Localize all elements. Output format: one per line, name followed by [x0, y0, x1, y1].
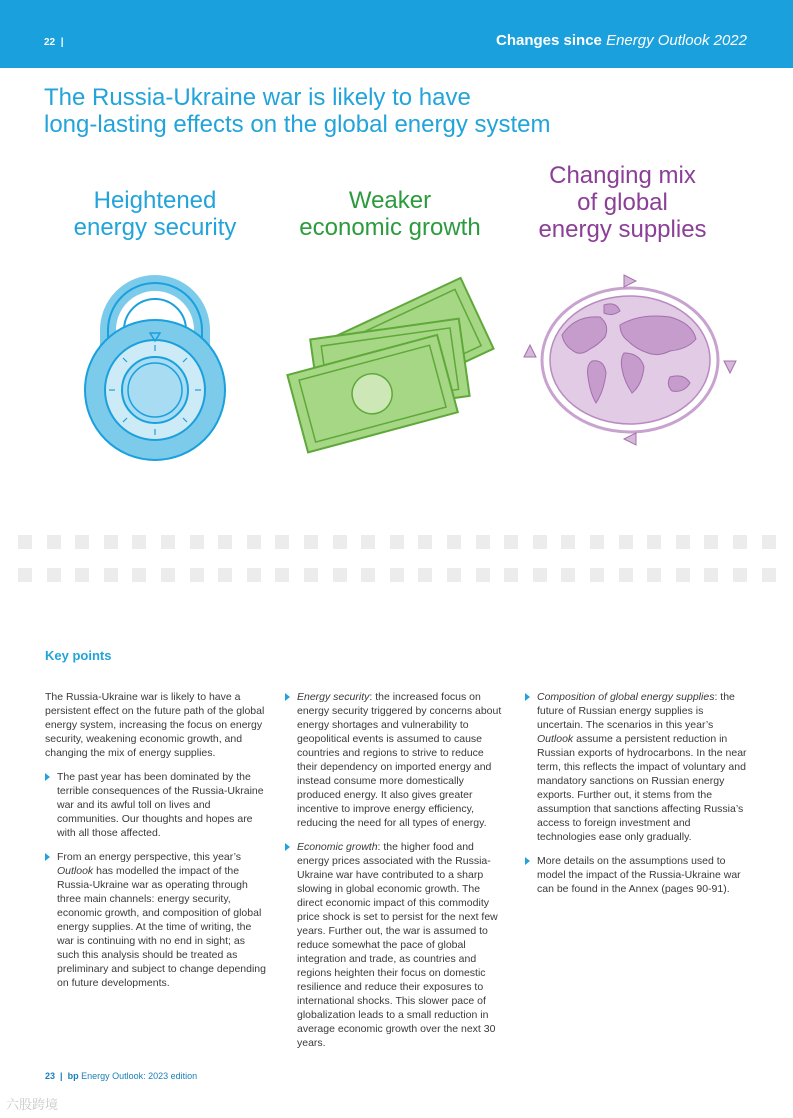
- decorative-square: [476, 568, 490, 582]
- decorative-square: [619, 535, 633, 549]
- key-points-column-1: [45, 690, 267, 1000]
- bullet-energy-security: Energy security: the increased focus on energy security triggered by concerns about energy shortages and vulnerability to geopolitical events is assumed to cause countries and regions to strive to reduce their dependency on imported energy and instead consume more domestically produced energy. It also gives greater incentive to improve energy efficiency, reducing the need for all types of energy.: [285, 690, 507, 830]
- decorative-square: [161, 535, 175, 549]
- bullet-energy-perspective: From an energy perspective, this year’s Outlook has modelled the impact of the Russia-Ukraine war as operating through three main channels: energy security, economic growth, and composition of global energy supplies. At the time of writing, the war is continuing with no end in sight; as such this analysis should be treated as preliminary and subject to change depending on future developments.: [45, 850, 267, 990]
- decorative-square: [18, 535, 32, 549]
- decorative-square: [190, 568, 204, 582]
- decorative-square: [75, 535, 89, 549]
- decorative-square: [418, 568, 432, 582]
- decorative-square: [75, 568, 89, 582]
- decorative-square: [533, 535, 547, 549]
- key-points-column-3: [525, 690, 747, 906]
- intro-paragraph: The Russia-Ukraine war is likely to have a persistent effect on the future path of the global energy system, increasing the focus on energy security, weakening economic growth, and changing the mix of energy supplies.: [45, 691, 265, 759]
- decorative-square: [132, 568, 146, 582]
- decorative-square: [447, 535, 461, 549]
- padlock-icon: [80, 265, 230, 470]
- decorative-square: [390, 568, 404, 582]
- decorative-square: [47, 535, 61, 549]
- decorative-square: [762, 568, 776, 582]
- decorative-square: [704, 535, 718, 549]
- decorative-square: [333, 568, 347, 582]
- decorative-square: [190, 535, 204, 549]
- decorative-square: [304, 568, 318, 582]
- decorative-square: [704, 568, 718, 582]
- decorative-square: [647, 535, 661, 549]
- decorative-square: [504, 568, 518, 582]
- decorative-square: [132, 535, 146, 549]
- decorative-square: [361, 535, 375, 549]
- decorative-square: [275, 568, 289, 582]
- decorative-square: [590, 568, 604, 582]
- theme-heading-energy-supplies: Changing mix of global energy supplies: [538, 162, 707, 243]
- bullet-annex-reference: More details on the assumptions used to model the impact of the Russia-Ukraine war can be found in the Annex (pages 90-91).: [525, 854, 747, 896]
- theme-heading-energy-security: Heightened energy security: [73, 187, 237, 241]
- decorative-square: [504, 535, 518, 549]
- decorative-square: [333, 535, 347, 549]
- decorative-square: [418, 535, 432, 549]
- bullet-past-year: The past year has been dominated by the terrible consequences of the Russia-Ukraine war and its awful toll on lives and communities. Our thoughts and hopes are with all those affected.: [45, 770, 267, 840]
- decorative-square: [161, 568, 175, 582]
- header-page-number: 22 |: [44, 37, 64, 48]
- banknotes-icon: [285, 268, 495, 458]
- bullet-energy-supplies: Composition of global energy supplies: the future of Russian energy supplies is uncertain. The scenarios in this year’s Outlook assume a persistent reduction in Russian exports of hydrocarbons. In the near term, this reflects the impact of voluntary and mandatory sanctions on Russian energy exports. Further out, it stems from the assumption that sanctions affecting Russia’s access to foreign investment and technologies ease only gradually.: [525, 690, 747, 844]
- decorative-square: [247, 535, 261, 549]
- decorative-square: [676, 568, 690, 582]
- decorative-square: [390, 535, 404, 549]
- decorative-square: [647, 568, 661, 582]
- theme-heading-economic-growth: Weaker economic growth: [299, 187, 481, 241]
- decorative-square: [361, 568, 375, 582]
- decorative-square: [304, 535, 318, 549]
- decorative-square-row-bottom: [18, 568, 778, 582]
- decorative-square: [447, 568, 461, 582]
- decorative-square: [762, 535, 776, 549]
- decorative-square: [275, 535, 289, 549]
- decorative-square: [18, 568, 32, 582]
- decorative-square: [476, 535, 490, 549]
- header-title: Changes since Energy Outlook 2022: [496, 32, 747, 49]
- decorative-square: [47, 568, 61, 582]
- watermark: 六股跨境: [6, 1097, 59, 1112]
- key-points-heading: Key points: [45, 648, 112, 663]
- decorative-square: [733, 535, 747, 549]
- decorative-square: [733, 568, 747, 582]
- decorative-square: [218, 568, 232, 582]
- globe-cycle-icon: [520, 265, 740, 455]
- decorative-square: [247, 568, 261, 582]
- decorative-square: [218, 535, 232, 549]
- decorative-square: [619, 568, 633, 582]
- key-points-column-2: [285, 690, 507, 1060]
- page-header: [0, 0, 793, 68]
- decorative-square: [590, 535, 604, 549]
- decorative-square: [676, 535, 690, 549]
- page-footer: 23 | bp Energy Outlook: 2023 edition: [45, 1071, 198, 1081]
- decorative-square: [561, 568, 575, 582]
- bullet-economic-growth: Economic growth: the higher food and energy prices associated with the Russia-Ukraine war have contributed to a sharp slowing in global economic growth. The direct economic impact of this commodity price shock is set to persist for the next few years. Further out, the war is assumed to reduce somewhat the pace of global integration and trade, as countries and regions heighten their focus on domestic resilience and reduce their exposures to international shocks. This slower pace of globalization leads to a small reduction in average economic growth over the next 30 years.: [285, 840, 507, 1050]
- decorative-square: [533, 568, 547, 582]
- decorative-square-row-top: [18, 535, 778, 549]
- decorative-square: [561, 535, 575, 549]
- page-title: The Russia-Ukraine war is likely to have long-lasting effects on the global energy system: [44, 84, 551, 138]
- decorative-square: [104, 568, 118, 582]
- decorative-square: [104, 535, 118, 549]
